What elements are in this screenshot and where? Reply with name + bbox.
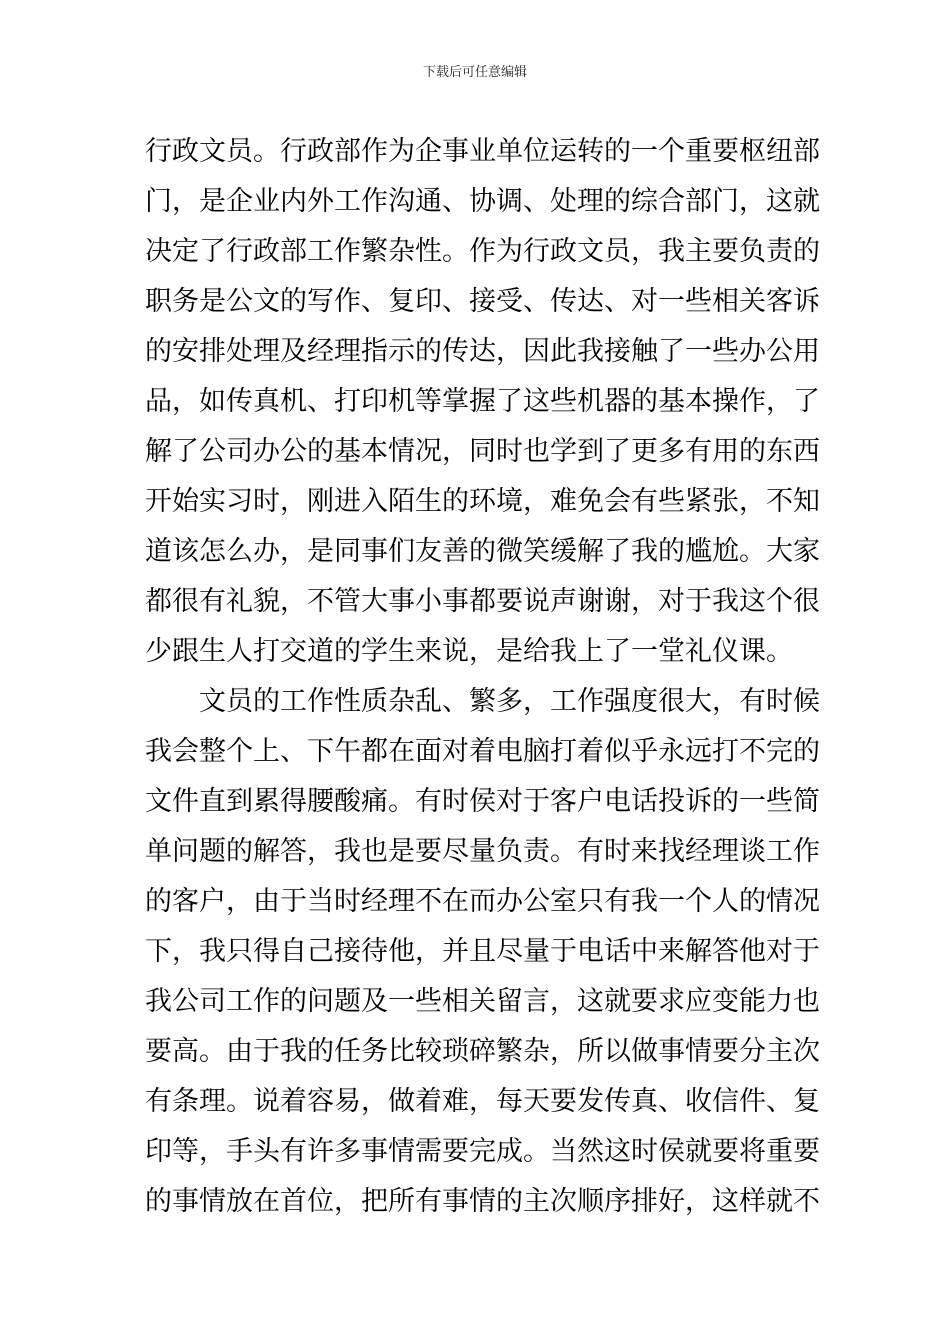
text-line: 的客户，由于当时经理不在而办公室只有我一个人的情况 [145, 886, 820, 917]
text-line: 品，如传真机、打印机等掌握了这些机器的基本操作，了 [145, 386, 820, 417]
text-line: 文件直到累得腰酸痛。有时侯对于客户电话投诉的一些简 [145, 786, 820, 817]
text-line: 我公司工作的问题及一些相关留言，这就要求应变能力也 [145, 986, 820, 1017]
text-line: 有条理。说着容易，做着难，每天要发传真、收信件、复 [145, 1086, 820, 1117]
text-line: 要高。由于我的任务比较琐碎繁杂，所以做事情要分主次 [145, 1036, 820, 1067]
text-line: 解了公司办公的基本情况，同时也学到了更多有用的东西 [145, 436, 820, 467]
text-line: 单问题的解答，我也是要尽量负责。有时来找经理谈工作 [145, 836, 820, 867]
text-line: 道该怎么办，是同事们友善的微笑缓解了我的尴尬。大家 [145, 536, 820, 567]
text-line: 门，是企业内外工作沟通、协调、处理的综合部门，这就 [145, 186, 820, 217]
text-line: 下，我只得自己接待他，并且尽量于电话中来解答他对于 [145, 936, 820, 967]
text-line: 印等，手头有许多事情需要完成。当然这时侯就要将重要 [145, 1136, 820, 1167]
page-header: 下载后可任意编辑 [422, 65, 527, 80]
text-line: 的安排处理及经理指示的传达，因此我接触了一些办公用 [145, 336, 820, 367]
text-line: 我会整个上、下午都在面对着电脑打着似乎永远打不完的 [145, 736, 820, 767]
text-line: 开始实习时，刚进入陌生的环境，难免会有些紧张，不知 [145, 486, 820, 517]
text-line: 职务是公文的写作、复印、接受、传达、对一些相关客诉 [145, 286, 820, 317]
paragraph-end-line: 少跟生人打交道的学生来说，是给我上了一堂礼仪课。 [145, 636, 793, 667]
text-line: 的事情放在首位，把所有事情的主次顺序排好，这样就不 [145, 1186, 820, 1217]
paragraph-start-line: 文员的工作性质杂乱、繁多，工作强度很大，有时候 [199, 686, 820, 717]
text-line: 行政文员。行政部作为企事业单位运转的一个重要枢纽部 [145, 136, 820, 167]
text-line: 都很有礼貌，不管大事小事都要说声谢谢，对于我这个很 [145, 586, 820, 617]
text-line: 决定了行政部工作繁杂性。作为行政文员，我主要负责的 [145, 236, 820, 267]
body-text [145, 127, 820, 1227]
